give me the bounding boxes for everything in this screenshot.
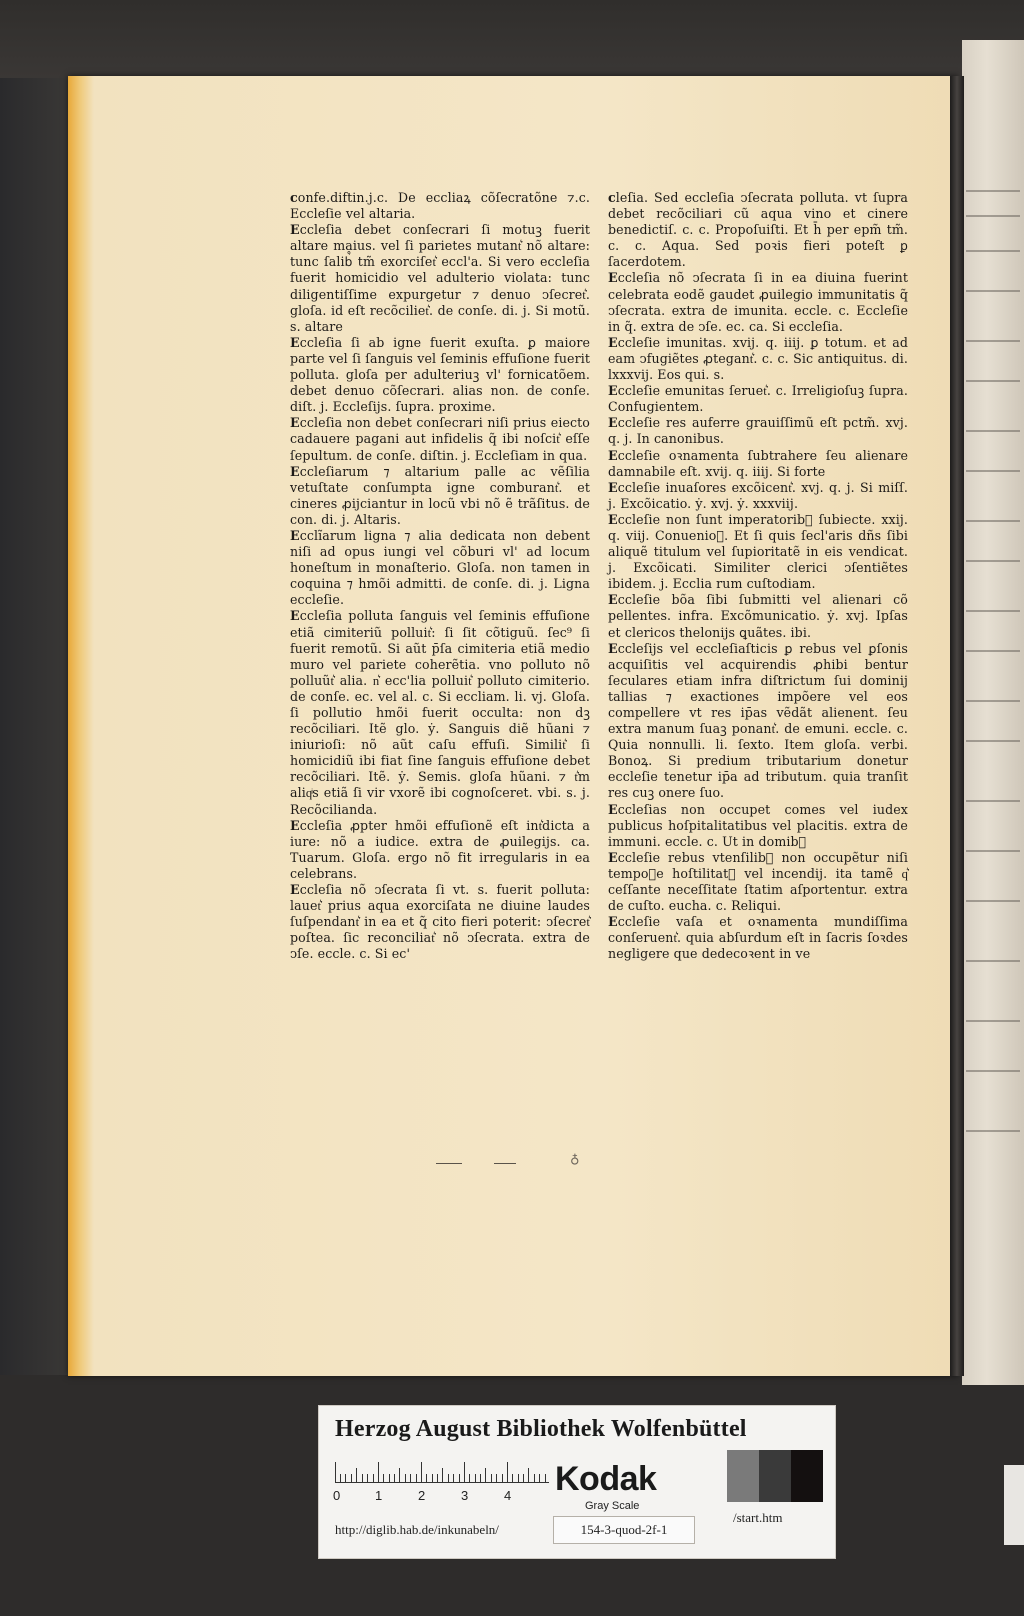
paragraph: Eccleſie oꝛnamenta ſubtrahere ſeu alienare damnabile eſt. xvij. q. iiij. Si forte [608, 447, 908, 479]
ruler-number: 1 [375, 1488, 383, 1503]
paragraph: Ecclĩarum ligna ⁊ alia dedicata non debent niſi ad opus iungi vel cõburi vl' ad locum honeſtum in monaſterio. Gloſa. non tamen in coquina ⁊ hmõi admitti. de conſe. di. j. Ligna eccleſie. [290, 527, 590, 608]
url-prefix: http://diglib.hab.de/inkunabeln/ [335, 1522, 499, 1537]
paragraph: Eccleſia nõ ↄſecrata ſi in ea diuina fuerint celebrata eodẽ gaudet ꝓuilegio immunitatis q̃ ↄſecrata. extra de imunita. eccle. c. Eccleſie in q̃. extra de ↄſe. ec. ca. Si eccleſia. [608, 270, 908, 334]
paragraph: confe.diftin.j.c. De eccliaꝝ cõſecratõne ⁊.c. Eccleſie vel altaria. [290, 190, 590, 222]
url-suffix: /start.htm [733, 1510, 783, 1525]
ruler-number: 3 [461, 1488, 469, 1503]
paragraph: Eccleſie emunitas ſeruet͛. c. Irreligioſuꝫ ſupra. Confugientem. [608, 383, 908, 415]
paragraph: cleſia. Sed eccleſia ↄſecrata polluta. vt ſupra debet recõciliari cũ aqua vino et cinere benedictiſ. c. c. Propoſuiſti. Et h̄ per epm̃ tm̃. c. c. Aqua. Sed poꝛis fieri poteſt ꝑ ſacerdotem. [608, 190, 908, 270]
paragraph: Eccleſie inuaſores excõicent͛. xvj. q. j. Si miſſ. j. Excõicatio. ẏ. xvj. ẏ. xxxviij. [608, 479, 908, 511]
footer-dash [436, 1163, 462, 1164]
paragraph: Eccleſie vaſa et oꝛnamenta mundiſſima conſeruent͛. quia abſurdum eſt in ſacris ſoꝛdes negligere que dedecoꝛent in ve [608, 914, 908, 962]
paragraph: Eccleſie imunitas. xvij. q. iiij. ꝑ totum. et ad eam ↄfugiẽtes ꝓtegant͛. c. c. Sic antiquitus. di. lxxxvij. Eos qui. s. [608, 334, 908, 383]
card-edge [1004, 1465, 1024, 1545]
paragraph: Eccleſie res auferre grauiſſimũ eſt pctm̃. xvj. q. j. In canonibus. [608, 415, 908, 447]
ruler-number: 2 [418, 1488, 426, 1503]
scan-background-top [0, 0, 1024, 78]
paragraph: Eccleſia ſi ab igne fuerit exuſta. ꝑ maiore parte vel ſi ſanguis vel ſeminis effuſione fuerit polluta. gloſa per adulteriuꝫ vl' fornicatõem. debet denuo cõſecrari. alias non. de conſe. diſt. j. Eccleſijs. ſupra. proxime. [290, 334, 590, 415]
facing-page-edge [962, 40, 1024, 1385]
ruler-numbers [333, 1488, 563, 1504]
url-identifier-field: 154-3-quod-2f-1 [553, 1516, 695, 1544]
gray-swatches [727, 1450, 823, 1502]
paragraph: Eccleſia polluta ſanguis vel ſeminis effuſione etiã cimiteriũ polluit͛: ſi ſit cõtiguũ. ſec⁹ ſi fuerit remotũ. Si aũt p̄ſa cimiteria etiã medio muro vel pariete coherẽtia. vno polluto nõ polluũt͛ alia. n͛ ecc'lia polluit͛ polluto cimiterio. de conſe. ec. vel al. c. Si eccliam. li. vj. Gloſa. ſi pollutio hmõi fuerit occulta: non dꝫ recõciliari. Itẽ glo. ẏ. Sanguis diẽ hũani ⁊ iniurioſi: nõ aũt caſu effuſi. Similit͛ ſi homicidiũ ibi fiat ſine ſanguis effuſione debet recõciliari. Itẽ. ẏ. Semis. gloſa hũani. ⁊ t͛m aliqͥs etiã ſi vir vxorẽ ibi cognoſceret. vbi. s. j. Recõcilianda. [290, 608, 590, 817]
paragraph: Eccleſijs vel eccleſiaſticis ꝑ rebus vel ꝑſonis acquiſitis vel acquirendis ꝓhibi bentur ſeculares etiam infra diſtrictum ſui dominij tallias ⁊ exactiones impõere vel eos compellere vt res ip̄as vẽdãt alienent. ſeu extra manum ſuaꝫ ponant͛. de emuni. eccle. c. Quia nonnulli. li. ſexto. Item gloſa. verbi. Bonoꝝ. Si predium tributarium donetur eccleſie tenetur ip̄a ad tributum. quia tranſit res cuꝫ onere ſuo. [608, 640, 908, 801]
footer-dash [494, 1163, 516, 1164]
footer-mark: ♁ [570, 1152, 580, 1167]
paragraph: Eccleſia nõ ↄſecrata ſi vt. s. fuerit polluta: lauet͛ prius aqua exorciſata ne diuine laudes ſuſpendant͛ in ea et q̃ cito fieri poterit: ↄſecret͛ poſtea. ſic reconciliat͛ nõ ↄſecrata. extra de ↄſe. eccle. c. Si ec' [290, 882, 590, 962]
library-name: Herzog August Bibliothek Wolfenbüttel [335, 1416, 747, 1442]
text-column-right [608, 190, 908, 963]
paragraph: Eccleſia debet conſecrari ſi motuꝫ fuerit altare maius. vel ſi parietes mutant͛ nõ altare: tunc ſalib᷒ tm̃ exorciſet͛ eccl'a. Si vero eccleſia fuerit homicidio vel adulterio violata: tunc diligentiſſime expurgetur ⁊ denuo ↄſecret͛. gloſa. id eſt recõciliet͛. de conſe. di. j. Si motũ. s. altare [290, 222, 590, 334]
ruler-number: 4 [504, 1488, 512, 1503]
kodak-logo: Kodak [555, 1460, 657, 1498]
paragraph: Eccleſia ꝓpter hmõi effuſionẽ eſt int͛dicta a iure: nõ a iudice. extra de ꝓuilegijs. ca. Tuarum. Gloſa. ergo nõ fit irregularis in ea celebrans. [290, 817, 590, 881]
paragraph: Eccleſie non ſunt imperatorib᷒ ſubiecte. xxij. q. viij. Conuenioꝛ. Et ſi quis ſecl'aris dñs ſibi aliquẽ titulum vel ſupioritatẽ in eis vendicat. j. Excõicati. Similiter clerici ↄſentiẽtes ibidem. j. Ecclia rum cuſtodiam. [608, 511, 908, 592]
text-column-left [290, 190, 590, 963]
color-calibration-card [318, 1405, 836, 1559]
paragraph: Eccleſie rebus vtenſilib᷒ non occupẽtur niſi tempoꝛe hoſtilitatꝫ vel incendij. ita tamẽ q͛ ceſſante neceſſitate ſtatim aſportentur. extra de cuſto. eucha. c. Reliqui. [608, 849, 908, 914]
paragraph: Eccleſie bõa ſibi ſubmitti vel alienari cõ pellentes. infra. Excõmunicatio. ẏ. xvj. Ipſas et clericos thelonijs ꝗuãtes. ibi. [608, 592, 908, 640]
paragraph: Eccleſiarum ⁊ altarium palle ac vẽſilia vetuſtate conſumpta igne comburant͛. et cineres ꝓijciantur in locũ vbi nõ ẽ trãſitus. de con. di. j. Altaris. [290, 463, 590, 527]
paragraph: Eccleſia non debet conſecrari niſi prius eiecto cadauere pagani aut infidelis q̃ ibi noſcit͛ eſſe ſepultum. de conſe. diſtin. j. Eccleſiam in qua. [290, 415, 590, 463]
ruler [335, 1462, 549, 1483]
gray-scale-label: Gray Scale [585, 1500, 640, 1512]
book-spine [950, 76, 964, 1376]
ruler-number: 0 [333, 1488, 341, 1503]
scan-background-left [0, 0, 70, 1616]
paragraph: Eccleſias non occupet comes vel iudex publicus hoſpitalitatibus vel placitis. extra de immuni. eccle. c. Ut in domib᷒ [608, 801, 908, 849]
